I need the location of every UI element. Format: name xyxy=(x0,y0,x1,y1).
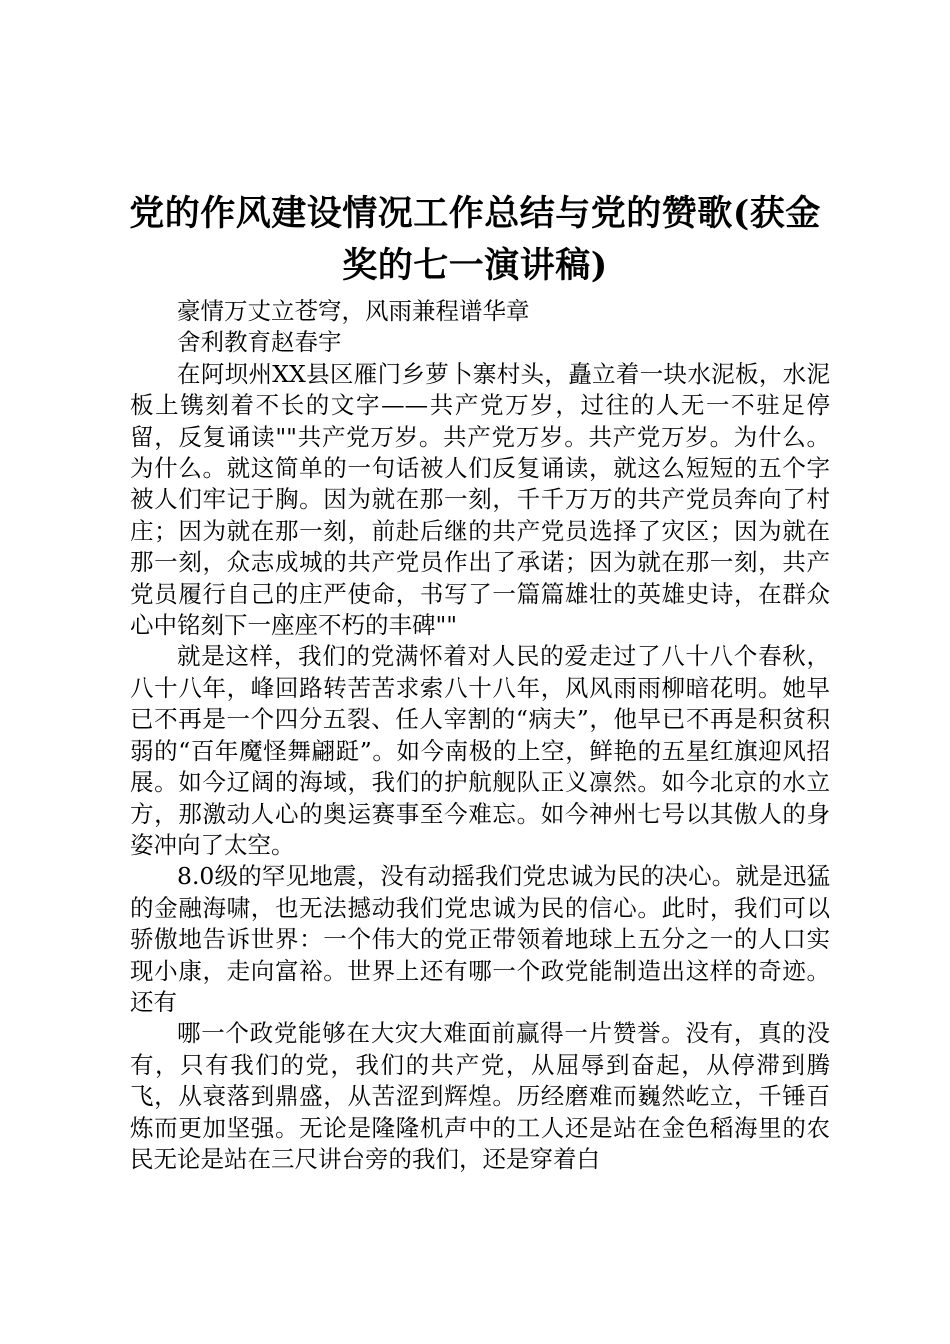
paragraph: 哪一个政党能够在大灾大难面前赢得一片赞誉。没有，真的没有，只有我们的党，我们的共产党，从屈辱到奋起，从停滞到腾飞，从衰落到鼎盛，从苦涩到辉煌。历经磨难而巍然屹立，千锤百炼而更加坚强。无论是隆隆机声中的工人还是站在金色稻海里的农民无论是站在三尺讲台旁的我们，还是穿着白 xyxy=(130,1019,830,1173)
paragraph-subtitle: 豪情万丈立苍穹，风雨兼程谱华章 xyxy=(177,297,530,325)
document-body xyxy=(130,296,830,1175)
paragraph: 就是这样，我们的党满怀着对人民的爱走过了八十八个春秋，八十八年，峰回路转苦苦求索八十八年，风风雨雨柳暗花明。她早已不再是一个四分五裂、任人宰割的“病夫”，他早已不再是积贫积弱的“百年魔怪舞翩跹”。如今南极的上空，鲜艳的五星红旗迎风招展。如今辽阔的海域，我们的护航舰队正义凛然。如今北京的水立方，那激动人心的奥运赛事至今难忘。如今神州七号以其傲人的身姿冲向了太空。 xyxy=(130,642,830,859)
paragraph: 8.0级的罕见地震，没有动摇我们党忠诚为民的决心。就是迅猛的金融海啸，也无法撼动我们党忠诚为民的信心。此时，我们可以骄傲地告诉世界：一个伟大的党正带领着地球上五分之一的人口实现小康，走向富裕。世界上还有哪一个政党能制造出这样的奇迹。还有 xyxy=(130,862,830,1016)
paragraph: 在阿坝州XX县区雁门乡萝卜寨村头，矗立着一块水泥板，水泥板上镌刻着不长的文字——共产党万岁，过往的人无一不驻足停留，反复诵读""共产党万岁。共产党万岁。共产党万岁。为什么。为什么。就这简单的一句话被人们反复诵读，就这么短短的五个字被人们牢记于胸。因为就在那一刻，千千万万的共产党员奔向了村庄；因为就在那一刻，前赴后继的共产党员选择了灾区；因为就在那一刻，众志成城的共产党员作出了承诺；因为就在那一刻，共产党员履行自己的庄严使命，书写了一篇篇雄壮的英雄史诗，在群众心中铭刻下一座座不朽的丰碑"" xyxy=(130,359,830,640)
document-title: 党的作风建设情况工作总结与党的赞歌(获金奖的七一演讲稿) xyxy=(129,193,821,286)
paragraph-author: 舍利教育赵春宇 xyxy=(177,328,342,357)
